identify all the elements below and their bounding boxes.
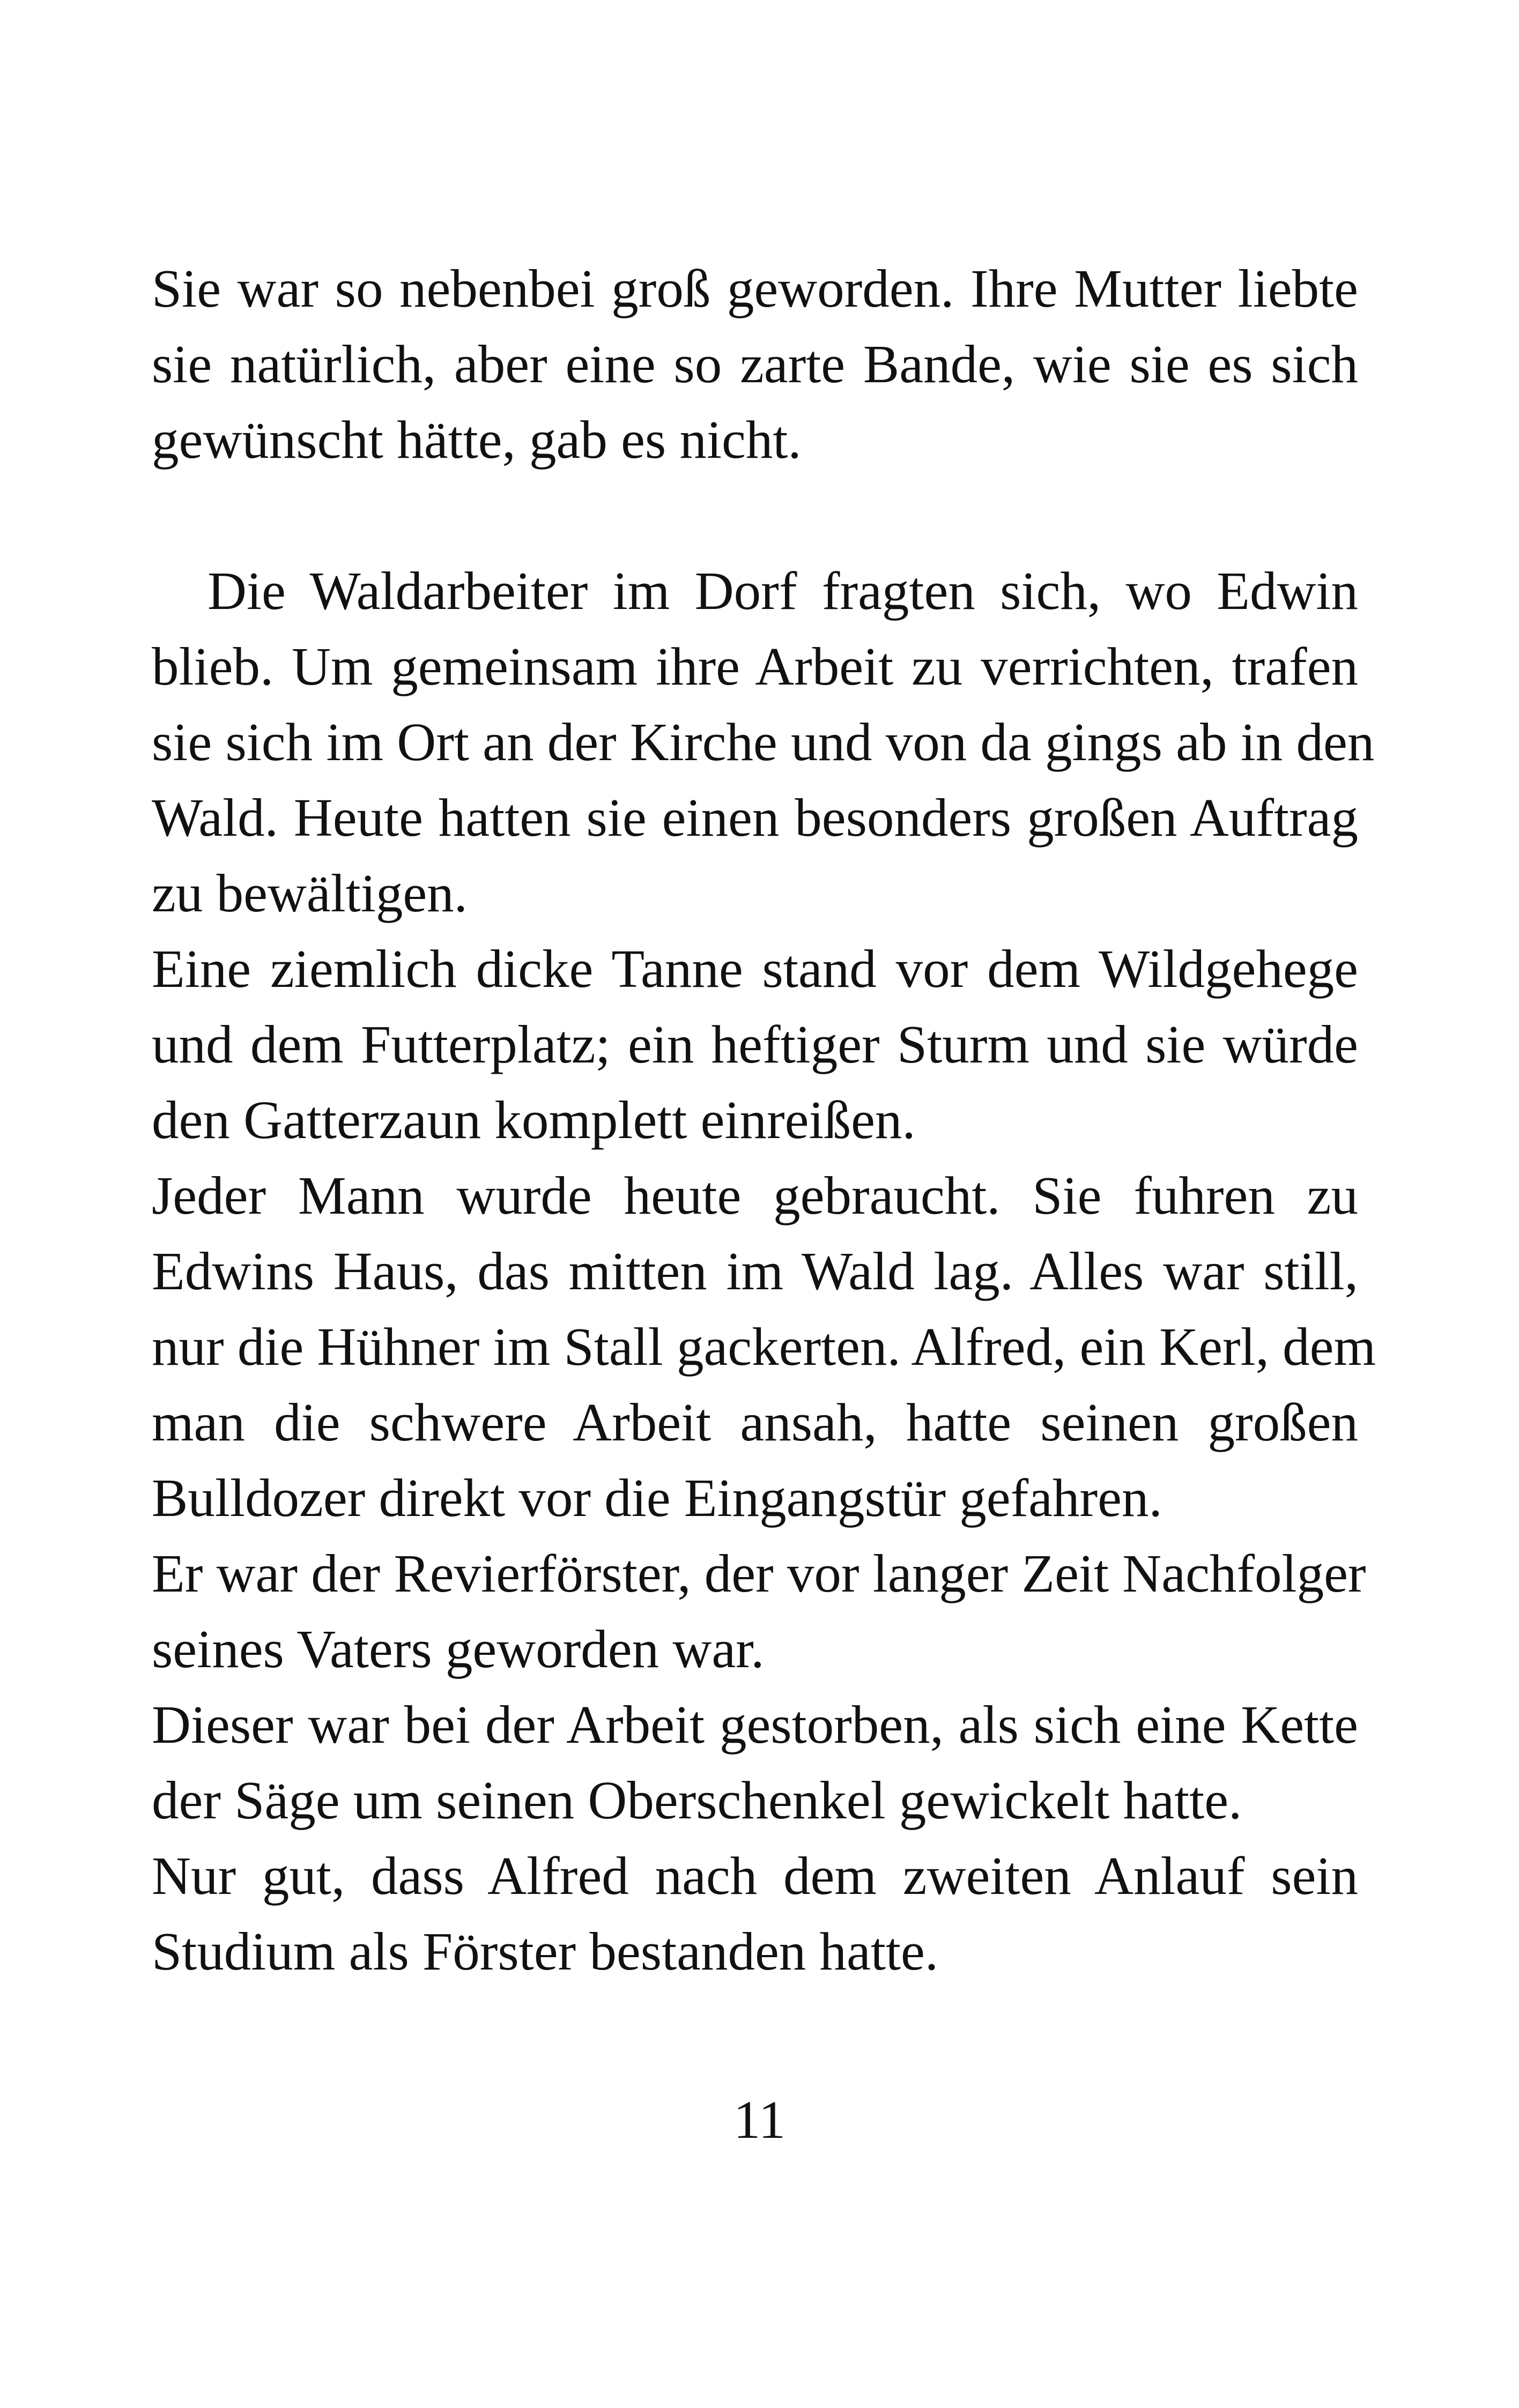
paragraph	[152, 1687, 1358, 1838]
text-line: seines Vaters geworden war.	[152, 1619, 765, 1679]
text-line: Studium als Förster bestanden hatte.	[152, 1921, 939, 1981]
text-line: Dieser war bei der Arbeit gestorben, als sich eine Kette	[152, 1694, 1358, 1755]
text-line: Er war der Revierförster, der vor langer Zeit Nachfolger	[152, 1543, 1366, 1603]
text-line: Bulldozer direkt vor die Eingangstür gefahren.	[152, 1468, 1162, 1528]
text-line: und dem Futterplatz; ein heftiger Sturm und sie würde	[152, 1014, 1358, 1074]
paragraph	[152, 553, 1375, 931]
paragraph	[152, 1838, 1358, 1989]
text-line: Die Waldarbeiter im Dorf fragten sich, wo Edwin	[208, 561, 1358, 621]
text-line: sie natürlich, aber eine so zarte Bande, wie sie es sich	[152, 334, 1358, 394]
text-line: Sie war so nebenbei groß geworden. Ihre Mutter liebte	[152, 258, 1358, 318]
text-line: man die schwere Arbeit ansah, hatte seinen großen	[152, 1392, 1358, 1452]
text-line: Jeder Mann wurde heute gebraucht. Sie fuhren zu	[152, 1165, 1358, 1225]
body-text	[152, 251, 1376, 1989]
text-line: den Gatterzaun komplett einreißen.	[152, 1090, 916, 1150]
text-line: Eine ziemlich dicke Tanne stand vor dem Wildgehege	[152, 939, 1358, 999]
text-line: der Säge um seinen Oberschenkel gewickelt hatte.	[152, 1770, 1242, 1830]
text-line: gewünscht hätte, gab es nicht.	[152, 410, 802, 470]
text-line: zu bewältigen.	[152, 863, 468, 923]
paragraph	[152, 1536, 1366, 1687]
text-line: nur die Hühner im Stall gackerten. Alfred, ein Kerl, dem	[152, 1317, 1376, 1377]
text-line: Nur gut, dass Alfred nach dem zweiten Anlauf sein	[152, 1846, 1358, 1906]
text-line: blieb. Um gemeinsam ihre Arbeit zu verrichten, trafen	[152, 636, 1358, 696]
paragraph	[152, 1158, 1376, 1536]
paragraph	[152, 931, 1358, 1158]
paragraph	[152, 251, 1358, 478]
text-line: Wald. Heute hatten sie einen besonders großen Auftrag	[152, 787, 1358, 848]
text-line: sie sich im Ort an der Kirche und von da gings ab in den	[152, 712, 1375, 772]
text-line: Edwins Haus, das mitten im Wald lag. Alles war still,	[152, 1241, 1358, 1301]
page-number: 11	[733, 2090, 786, 2150]
paragraph-spacer	[152, 478, 1358, 553]
